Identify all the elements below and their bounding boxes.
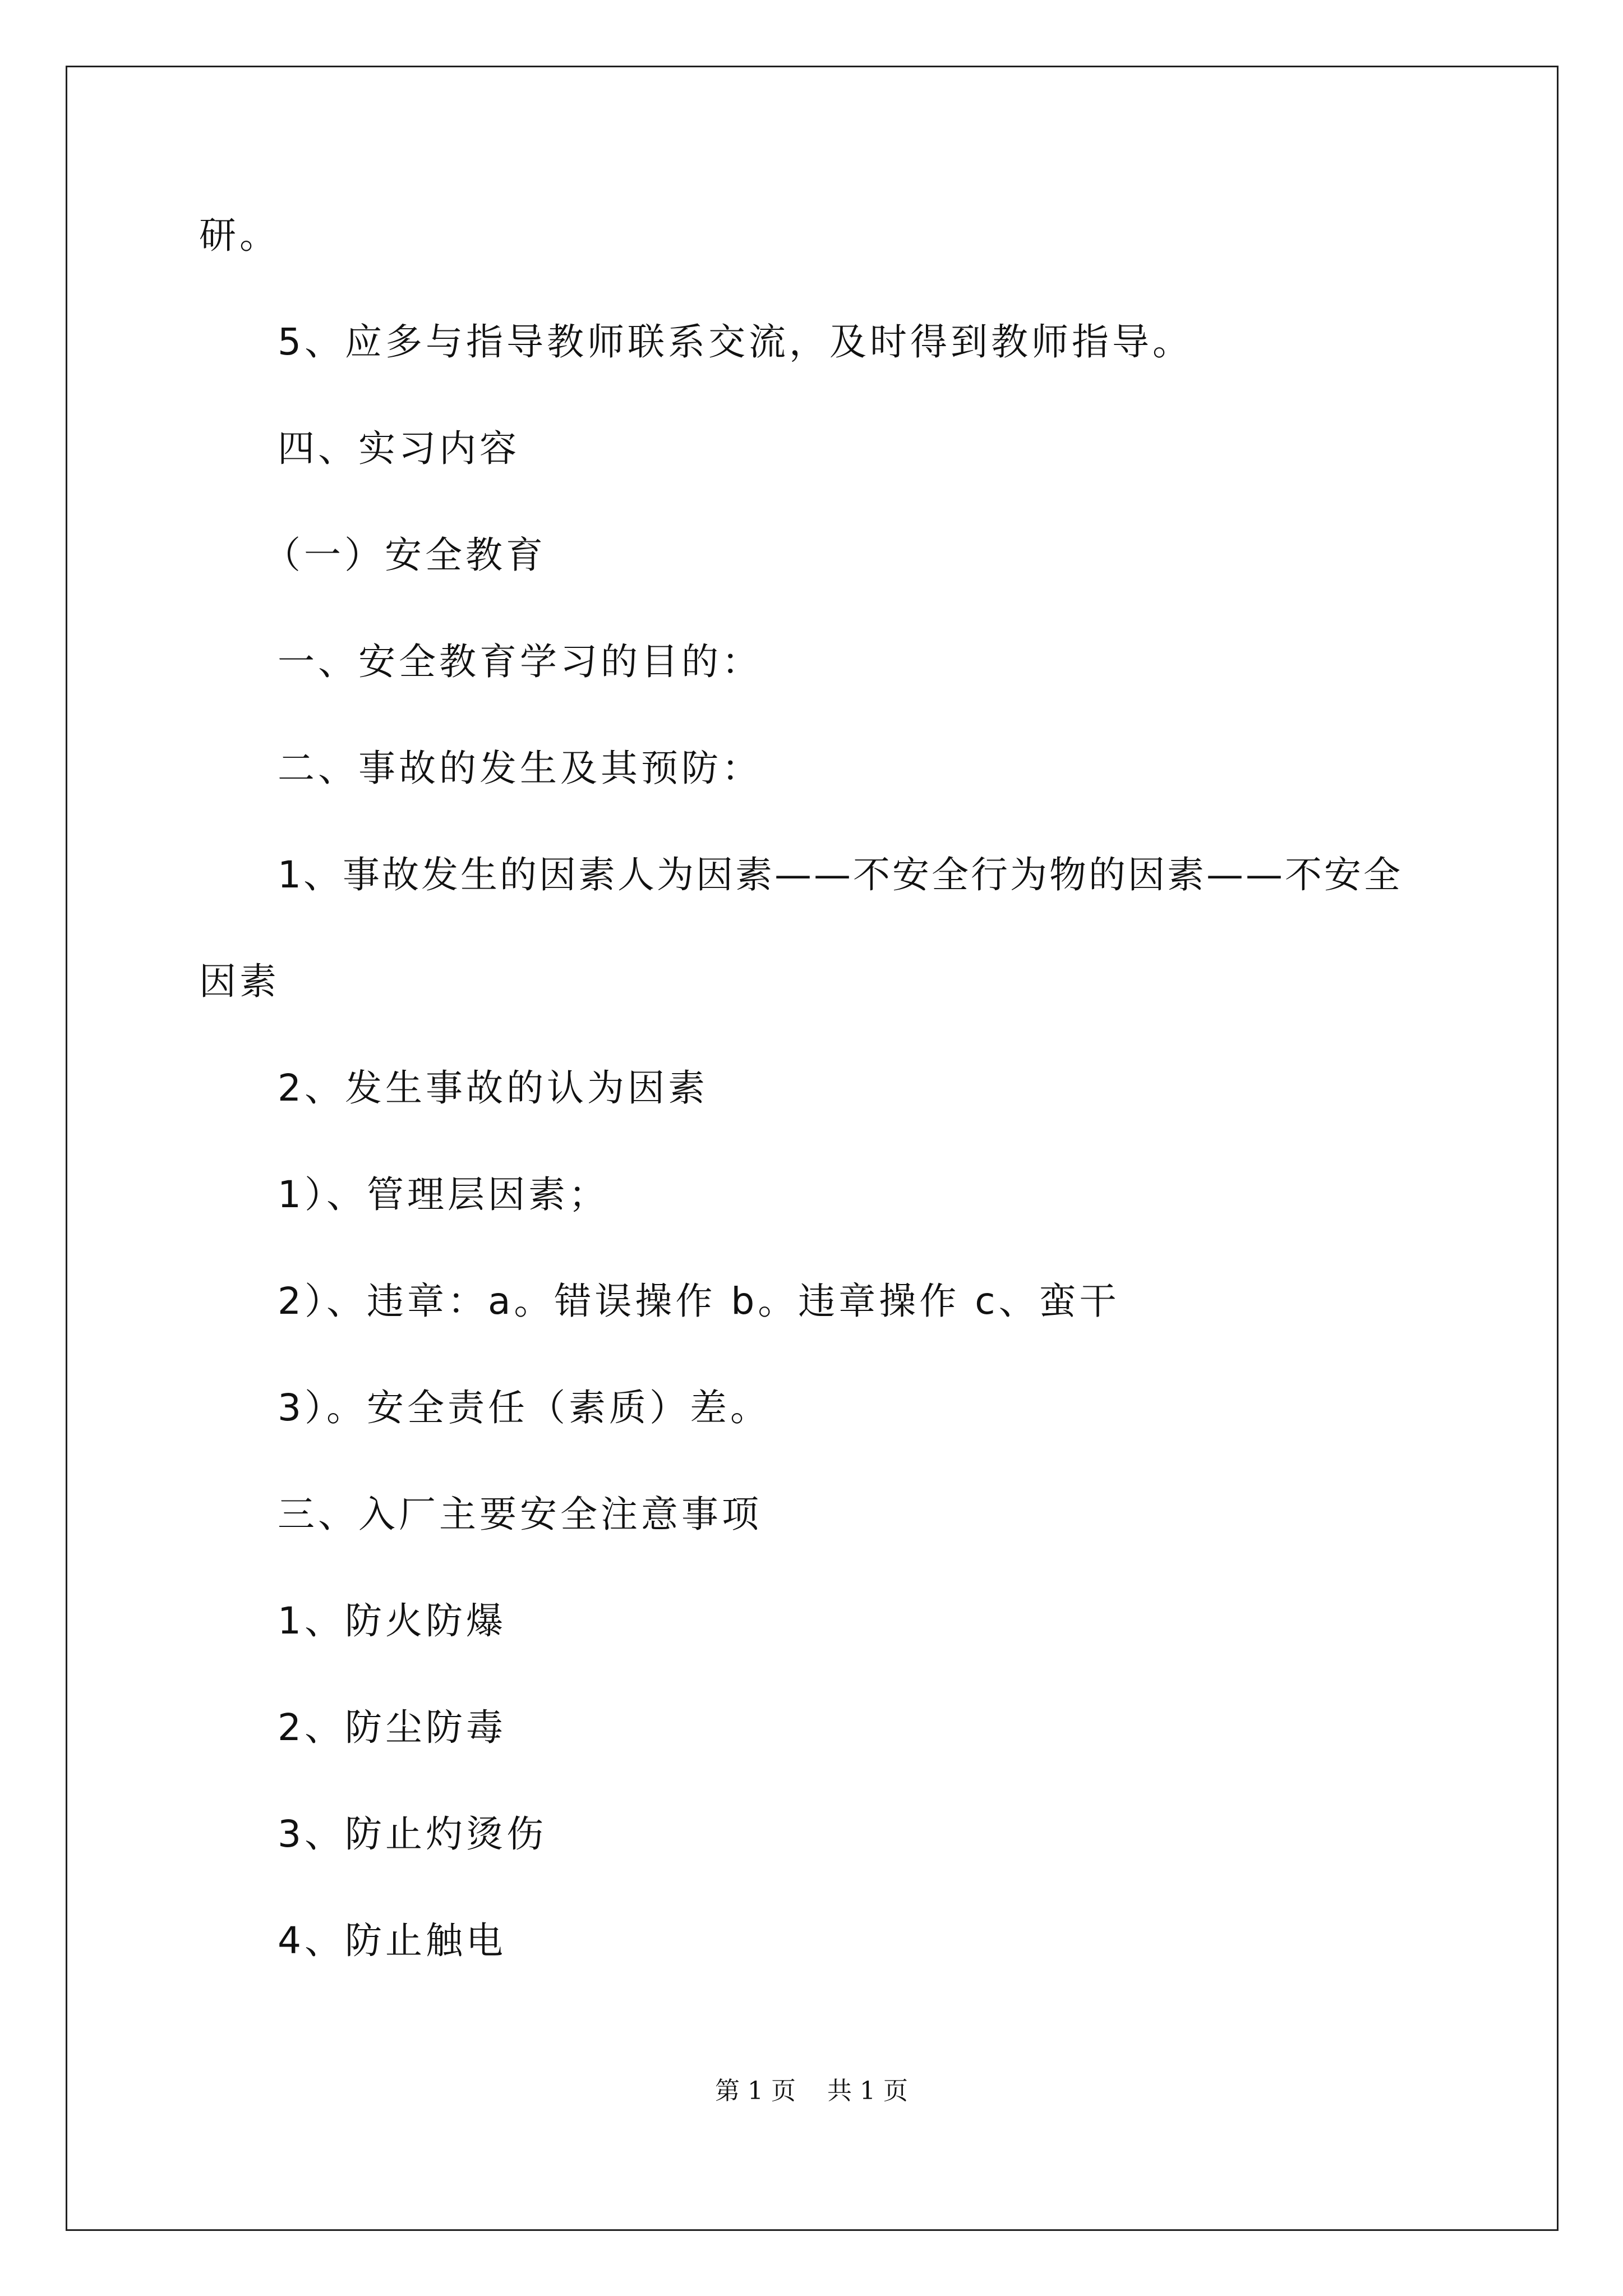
heading-purpose: 一、安全教育学习的目的： [278, 640, 762, 683]
text-line-responsibility: 3）。安全责任（素质）差。 [278, 1386, 771, 1429]
text-line-human-factors: 2、发生事故的认为因素 [278, 1066, 708, 1110]
heading-accidents: 二、事故的发生及其预防： [278, 747, 762, 790]
text-line-violation: 2）、违章：a。错误操作 b。违章操作 c、蛮干 [278, 1280, 1120, 1323]
page-number: 第 1 页 [715, 2077, 796, 2105]
text-line-factors-cont: 因素 [199, 960, 280, 1003]
page-border [66, 66, 1559, 2231]
text-line-1: 研。 [199, 214, 280, 257]
section-heading-4: 四、实习内容 [278, 427, 520, 470]
list-item-electric: 4、防止触电 [278, 1919, 506, 1962]
page-footer [0, 2076, 1623, 2107]
text-line-management: 1）、管理层因素； [278, 1173, 609, 1216]
list-item-burn: 3、防止灼烫伤 [278, 1812, 547, 1856]
list-item-dust: 2、防尘防毒 [278, 1706, 506, 1749]
text-line-2: 5、应多与指导教师联系交流，及时得到教师指导。 [278, 320, 1193, 364]
subsection-heading-1: （一）安全教育 [264, 533, 546, 577]
list-item-fire: 1、防火防爆 [278, 1599, 506, 1642]
heading-safety-notes: 三、入厂主要安全注意事项 [278, 1493, 762, 1536]
text-line-factors: 1、事故发生的因素人为因素——不安全行为物的因素——不安全 [278, 853, 1403, 896]
page-total: 共 1 页 [827, 2077, 908, 2105]
